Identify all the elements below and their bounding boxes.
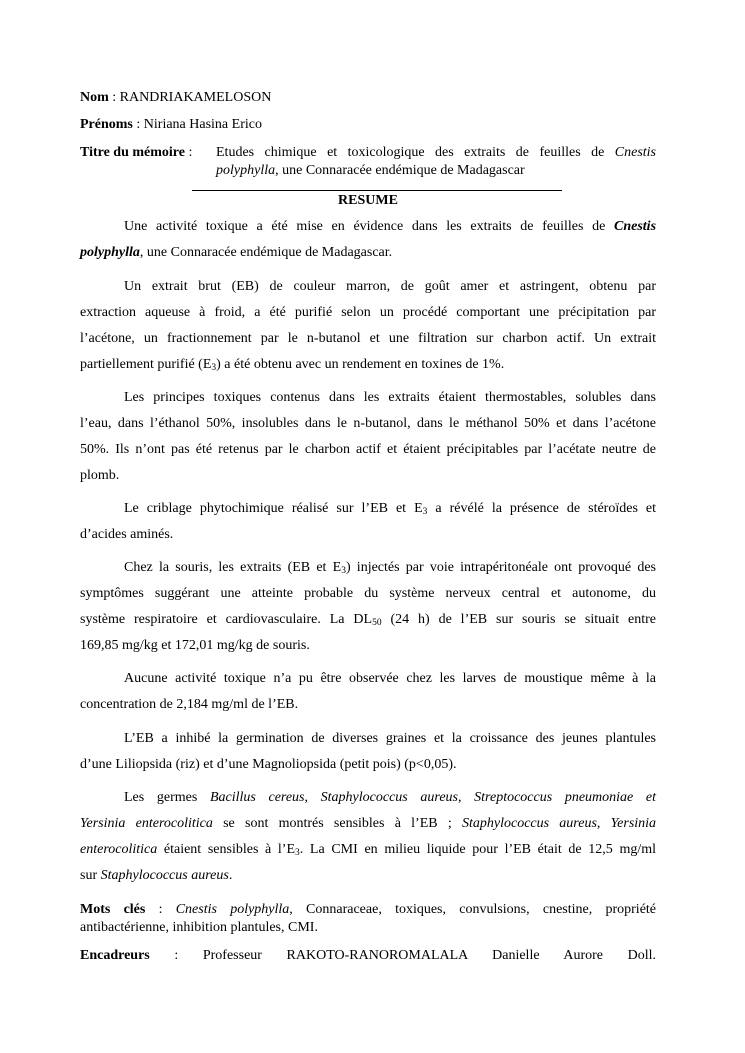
p7-line1: L’EB a inhibé la germination de diverses graines et la croissance des jeunes plantules <box>124 731 656 746</box>
p3-line2: l’eau, dans l’éthanol 50%, insolubles dans le n-butanol, dans le méthanol 50% et dans l’acétone <box>80 416 656 431</box>
encadreurs-line: Encadreurs : Professeur RAKOTO-RANOROMALALA Danielle Aurore Doll. <box>80 948 657 963</box>
p8-line1: Les germes Bacillus cereus, Staphylococcus aureus, Streptococcus pneumoniae et <box>124 790 656 805</box>
nom-value: RANDRIAKAMELOSON <box>119 90 272 105</box>
titre-species: polyphylla <box>216 163 276 178</box>
titre-value-line1: Etudes chimique et toxicologique des extraits de feuilles de Cnestis <box>216 145 657 160</box>
prenoms-label: Prénoms <box>80 117 133 132</box>
encadreurs-value: Professeur RAKOTO-RANOROMALALA Danielle Aurore Doll. <box>202 948 657 963</box>
titre-label-line: Titre du mémoire : <box>80 145 193 160</box>
p7-line2: d’une Liliopsida (riz) et d’une Magnoliopsida (petit pois) (p<0,05). <box>80 757 457 772</box>
p2-line1: Un extrait brut (EB) de couleur marron, de goût amer et astringent, obtenu par <box>124 279 656 294</box>
titre-genus: Cnestis <box>614 145 657 160</box>
p4-line1: Le criblage phytochimique réalisé sur l’EB et $E_3$ a révélé la présence de stéroïdes et <box>124 501 657 517</box>
mots-cles-line1: Mots clés : Cnestis polyphylla, Connaraceae, toxiques, convulsions, cnestine, propriété <box>80 902 657 917</box>
p2-line4: partiellement purifié $(E_3)$ a été obtenu avec un rendement en toxines de 1%. <box>80 357 505 373</box>
p1-line2: polyphylla, une Connaracée endémique de Madagascar. <box>80 245 393 260</box>
title-underline <box>192 190 562 191</box>
titre-label: Titre du mémoire <box>80 145 185 160</box>
p4-line2: d’acides aminés. <box>80 527 174 542</box>
resume-heading: RESUME <box>338 193 398 208</box>
p3-line4: plomb. <box>80 468 120 483</box>
prenoms-value: Niriana Hasina Erico <box>143 117 262 132</box>
nom-line: Nom : RANDRIAKAMELOSON <box>80 90 272 105</box>
mots-cles-line2: antibactérienne, inhibition plantules, CMI. <box>80 920 318 935</box>
titre-value-line2: polyphylla, une Connaracée endémique de Madagascar <box>216 163 525 178</box>
p5-line1: Chez la souris, les extraits (EB et $E_3$) injectés par voie intrapéritonéale ont provoqué des <box>124 560 656 576</box>
encadreurs-label: Encadreurs <box>80 948 150 963</box>
p8-line4: sur Staphylococcus aureus. <box>80 868 233 883</box>
p1-line1: Une activité toxique a été mise en évidence dans les extraits de feuilles de Cnestis <box>124 219 657 234</box>
p6-line1: Aucune activité toxique n’a pu être observée chez les larves de moustique même à la <box>124 671 656 686</box>
p5-line3: système respiratoire et cardiovasculaire. La $DL_{50}$ (24 h) de l’EB sur souris se situait entre <box>80 612 657 628</box>
p5-line4: 169,85 mg/kg et 172,01 mg/kg de souris. <box>80 638 310 653</box>
mots-cles-label: Mots clés <box>80 902 146 917</box>
nom-label: Nom <box>80 90 109 105</box>
p8-line2: Yersinia enterocolitica se sont montrés sensibles à l’EB ; Staphylococcus aureus, Yersinia <box>80 816 657 831</box>
p2-line2: extraction aqueuse à froid, a été purifié selon un procédé comportant une précipitation par <box>80 305 656 320</box>
p3-line3: 50%. Ils n’ont pas été retenus par le charbon actif et étaient précipitables par l’acétate neutre de <box>80 442 656 457</box>
p3-line1: Les principes toxiques contenus dans les extraits étaient thermostables, solubles dans <box>124 390 656 405</box>
p8-line3: enterocolitica étaient sensibles à $l’E_3$. La CMI en milieu liquide pour l’EB était de 12,5 mg/ml <box>80 842 656 858</box>
p5-line2: symptômes suggérant une atteinte probable du système nerveux central et autonome, du <box>80 586 656 601</box>
prenoms-line: Prénoms : Niriana Hasina Erico <box>80 117 262 132</box>
p2-line3: l’acétone, un fractionnement par le n-butanol et une filtration sur charbon actif. Un extrait <box>80 331 656 346</box>
p6-line2: concentration de 2,184 mg/ml de l’EB. <box>80 697 299 712</box>
